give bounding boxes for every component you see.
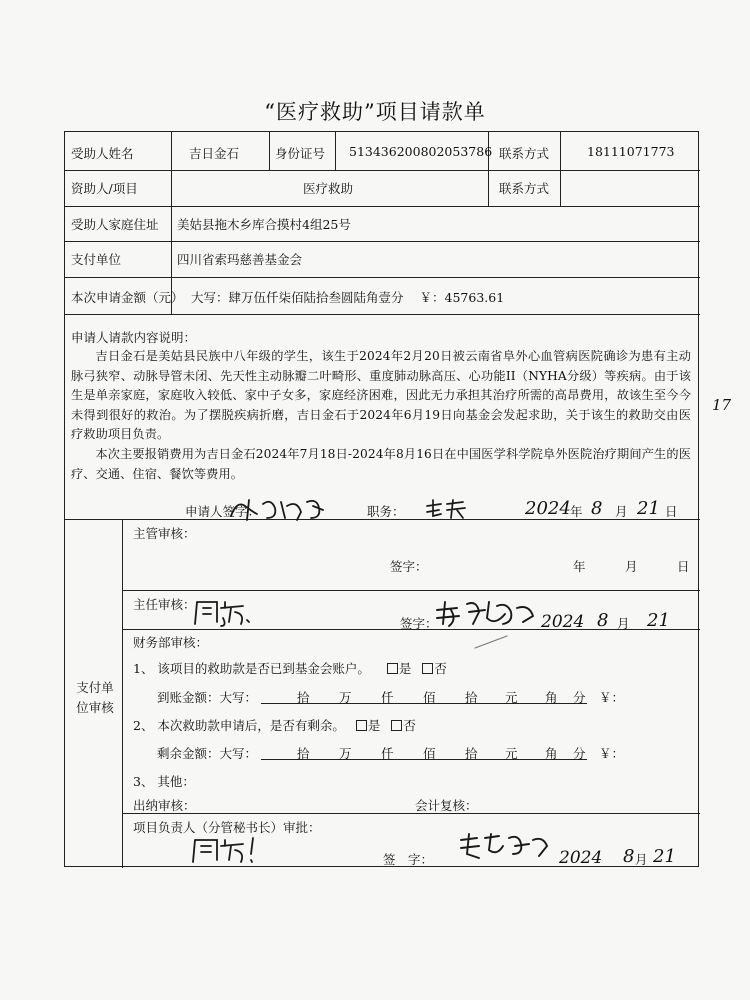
applicant-year-written: 2024 [525, 498, 571, 519]
remaining-yuan-symbol: ￥： [599, 746, 625, 761]
supervisor-review-label: 主管审核： [133, 526, 196, 541]
margin-note: 17 [712, 396, 732, 414]
supervisor-year-label: 年 [573, 559, 586, 574]
applicant-year-label: 年 [570, 504, 583, 519]
request-heading: 申请人请款内容说明： [71, 330, 197, 345]
supervisor-month-label: 月 [625, 559, 638, 574]
q2-yes-checkbox[interactable] [356, 720, 367, 731]
recipient-name-value: 吉日金石 [189, 146, 240, 161]
project-approval-handwriting [189, 834, 269, 870]
supervisor-sign-label: 签字： [390, 559, 428, 574]
finance-review-label: 财务部审核： [133, 635, 209, 650]
accountant-review-label: 会计复核： [415, 798, 478, 813]
director-approval-handwriting [191, 598, 271, 632]
director-signature [433, 598, 545, 632]
q2-no-checkbox[interactable] [391, 720, 402, 731]
sponsor-contact-label: 联系方式 [499, 181, 550, 196]
recipient-name-label: 受助人姓名 [71, 146, 134, 161]
applicant-day-written: 21 [637, 498, 660, 519]
sponsor-value: 医疗救助 [303, 181, 354, 196]
request-paragraph-2: 本次主要报销费用为吉日金石2024年7月18日-2024年8月16日在中国医学科学院阜外医院治疗期间产生的医疗、交通、住宿、餐饮等费用。 [71, 447, 691, 481]
project-lead-label: 项目负责人（分管秘书长）审批： [133, 820, 321, 835]
request-paragraph-1: 吉日金石是美姑县民族中八年级的学生，该生于2024年2月20日被云南省阜外心血管病医院确诊为患有主动脉弓狭窄、动脉导管未闭、先天性主动脉瓣二叶畸形、重度肺动脉高压、心功能II（NYHA分级）等疾病。由于该生是单亲家庭，家庭收入较低、家中子女多，家庭经济困难，因此无力承担其治疗所需的高昂费用，故该生至今今未得到很好的救治。为了摆脱疾病折磨，吉日金石于2024年6月19日向基金会发起求助，关于该生的救助交由医疗救助项目负责。 [71, 349, 691, 441]
contact-label: 联系方式 [499, 146, 550, 161]
director-month-label: 月 [617, 616, 630, 631]
director-month-written: 8 [597, 610, 609, 631]
amount-capital: 大写：肆万伍仟柒佰陆拾叁圆陆角壹分 ￥：45763.61 [191, 290, 505, 305]
received-yuan-symbol: ￥： [599, 690, 625, 705]
applicant-month-label: 月 [615, 504, 628, 519]
applicant-signature [227, 496, 337, 526]
finance-q1: 1、 该项目的救助款是否已到基金会账户。 是 否 [133, 661, 447, 676]
project-month-label: 月 [635, 852, 648, 867]
supervisor-day-label: 日 [677, 559, 690, 574]
address-value: 美姑县拖木乡库合摸村4组25号 [177, 217, 351, 232]
project-sign-label: 签 字： [383, 852, 434, 867]
remaining-amount-units: 拾 万 仟 佰 拾 元 角 分 [261, 744, 587, 760]
director-review-label: 主任审核： [133, 597, 196, 612]
q1-no-checkbox[interactable] [422, 663, 433, 674]
payer-value: 四川省索玛慈善基金会 [177, 252, 303, 267]
finance-q2: 2、 本次救助款申请后，是否有剩余。 是 否 [133, 718, 416, 733]
q1-yes-checkbox[interactable] [387, 663, 398, 674]
finance-q3: 3、 其他： [133, 774, 195, 789]
cashier-review-label: 出纳审核： [133, 798, 196, 813]
director-sign-label: 签字： [400, 616, 438, 631]
amount-numeric: 45763.61 [444, 290, 505, 305]
id-number-value: 513436200802053786 [349, 144, 493, 159]
project-year-written: 2024 [559, 848, 603, 868]
contact-value: 18111071773 [587, 144, 675, 159]
id-number-label: 身份证号 [275, 146, 326, 161]
pen-mark [473, 632, 513, 656]
remaining-amount-label: 剩余金额：大写： [157, 746, 258, 761]
address-label: 受助人家庭住址 [71, 217, 159, 232]
payer-label: 支付单位 [71, 252, 122, 267]
applicant-month-written: 8 [591, 498, 603, 519]
director-year-written: 2024 [541, 612, 585, 632]
applicant-day-label: 日 [665, 504, 678, 519]
received-amount-units: 拾 万 仟 佰 拾 元 角 分 [261, 688, 587, 704]
director-day-written: 21 [647, 610, 670, 631]
sponsor-label: 资助人/项目 [71, 181, 138, 196]
applicant-sign-label: 申请人签字： [185, 504, 261, 519]
position-handwriting [423, 498, 469, 524]
project-lead-signature [457, 832, 555, 866]
position-label: 职务： [367, 504, 405, 519]
received-amount-label: 到账金额：大写： [157, 690, 258, 705]
amount-label: 本次申请金额（元） [71, 290, 184, 305]
project-day-written: 21 [653, 846, 676, 867]
page-title: “医疗救助”项目请款单 [264, 100, 486, 124]
request-form [64, 131, 699, 867]
review-side-label: 支付单 位审核 [76, 680, 114, 715]
project-month-written: 8 [623, 846, 635, 867]
